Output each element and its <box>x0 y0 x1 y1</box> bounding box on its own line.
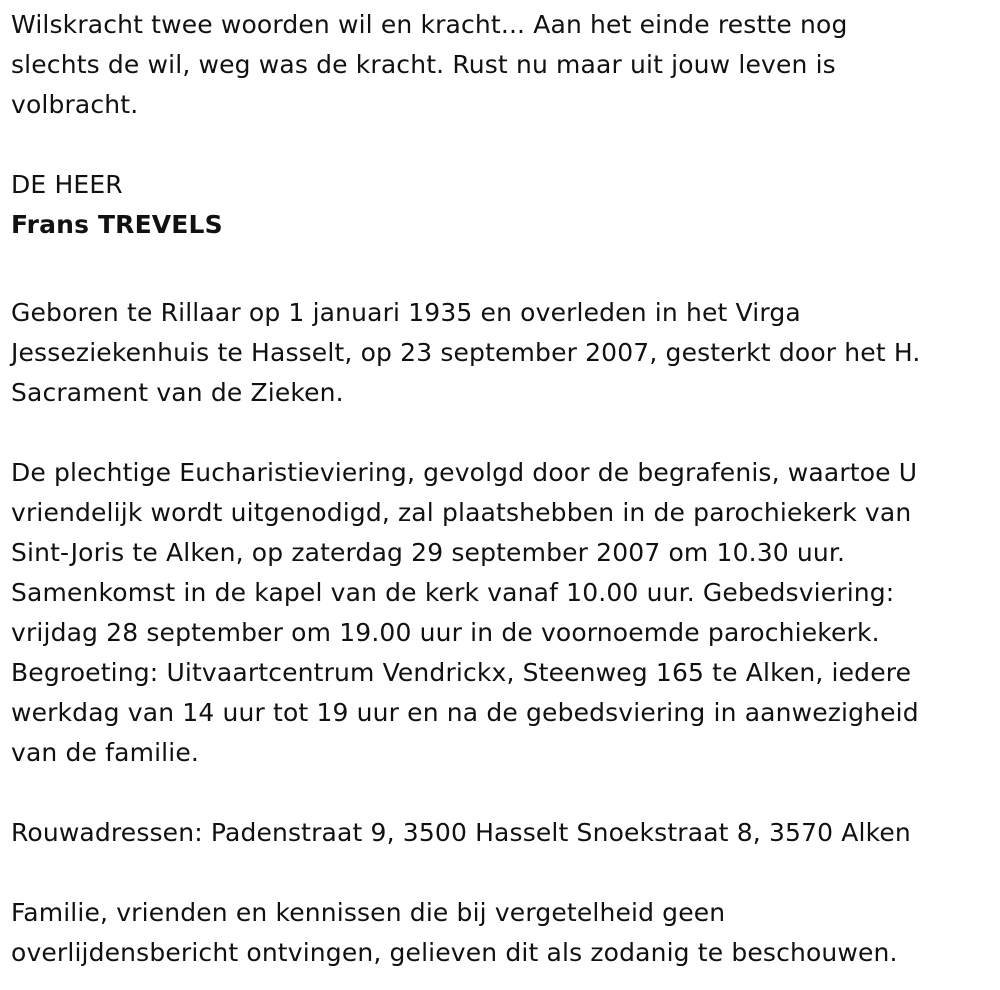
deceased-name: Frans TREVELS <box>11 210 223 239</box>
spacer <box>11 853 991 893</box>
closing-paragraph: Familie, vrienden en kennissen die bij vergetelheid geen overlijdensbericht ontvingen, gelieven dit als zodanig te beschouwen. <box>11 898 898 967</box>
mourning-addresses: Rouwadressen: Padenstraat 9, 3500 Hasselt Snoekstraat 8, 3570 Alken <box>11 818 911 847</box>
obituary-notice <box>11 5 991 973</box>
honorific-title: DE HEER <box>11 170 123 199</box>
spacer <box>11 125 991 165</box>
birth-death-paragraph: Geboren te Rillaar op 1 januari 1935 en overleden in het Virga Jesseziekenhuis te Hasselt, op 23 september 2007, gesterkt door het H. Sacrament van de Zieken. <box>11 298 921 407</box>
opening-poem: Wilskracht twee woorden wil en kracht... Aan het einde restte nog slechts de wil, weg was de kracht. Rust nu maar uit jouw leven is volbracht. <box>11 10 848 119</box>
spacer <box>11 253 991 293</box>
ceremony-paragraph: De plechtige Eucharistieviering, gevolgd door de begrafenis, waartoe U vriendelijk wordt uitgenodigd, zal plaatshebben in de parochiekerk van Sint-Joris te Alken, op zaterdag 29 september 2007 om 10.30 uur. Samenkomst in de kapel van de kerk vanaf 10.00 uur. Gebedsviering: vrijdag 28 september om 19.00 uur in de voornoemde parochiekerk. Begroeting: Uitvaartcentrum Vendrickx, Steenweg 165 te Alken, iedere werkdag van 14 uur tot 19 uur en na de gebedsviering in aanwezigheid van de familie. <box>11 458 919 767</box>
spacer <box>11 413 991 453</box>
spacer <box>11 773 991 813</box>
